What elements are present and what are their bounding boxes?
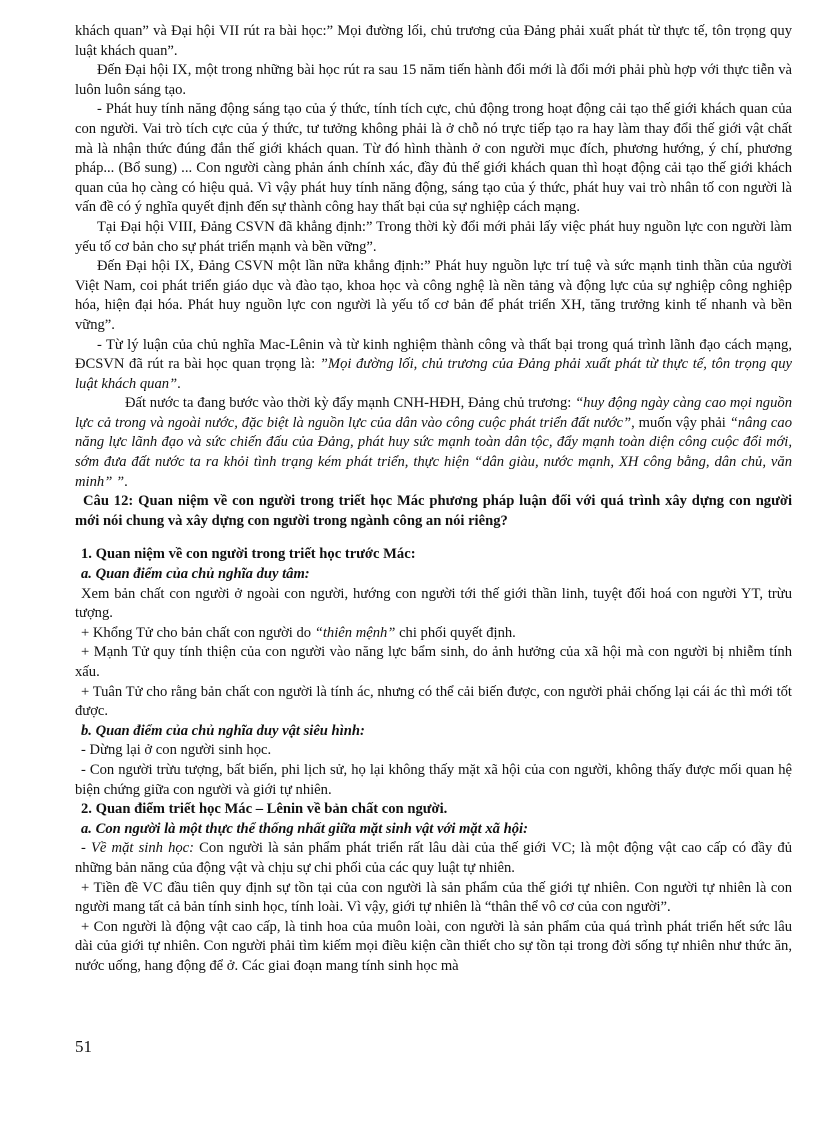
- page-number: 51: [75, 1037, 92, 1056]
- lead-italic: - Về mặt sinh học:: [81, 840, 195, 857]
- paragraph: + Tiền đề VC đầu tiên quy định sự tồn tại của con người là sản phẩm của thế giới tự nhiên. Con người tự nhiên là con người mang tất cả bản tính sinh học, tính loài. Vì vậy, giới tự nhiên là “thân thể vô cơ của con người”.: [75, 879, 792, 916]
- section-heading: 1. Quan niệm về con người trong triết học trước Mác:: [81, 546, 416, 563]
- text-run: - Từ lý luận của chủ nghĩa Mac-Lênin và từ kinh nghiệm thành công và thất bại trong quá trình lãnh đạo cách mạng, ĐCSVN đã rút ra bài học quan trọng là:: [75, 336, 792, 373]
- text-run: , muốn vậy phải: [631, 414, 730, 431]
- section-heading: 2. Quan điểm triết học Mác – Lênin về bản chất con người.: [81, 801, 448, 818]
- paragraph: + Mạnh Tử quy tính thiện của con người vào năng lực bẩm sinh, do ảnh hưởng của xã hội mà con người bị nhiễm tính xấu.: [75, 644, 792, 680]
- paragraph: [75, 336, 792, 395]
- paragraph: + Tuân Tử cho rằng bản chất con người là tính ác, nhưng có thể cải biến được, con người phải chống lại cái ác thì mới tốt được.: [75, 683, 792, 720]
- paragraph: Tại Đại hội VIII, Đảng CSVN đã khẳng định:” Trong thời kỳ đổi mới phải lấy việc phát huy nguồn lực con người làm yếu tố cơ bản cho sự phát triển mạnh và bền vững”.: [75, 218, 792, 255]
- paragraph: Đến Đại hội IX, Đảng CSVN một lần nữa khẳng định:” Phát huy nguồn lực trí tuệ và sức mạnh tinh thần của người Việt Nam, coi phát triển giáo dục và đào tạo, khoa học và công nghệ là nền tảng và động lực của sự nghiệp công nghiệp hóa, hiện đại hóa. Phát huy nguồn lực con người là yếu tố cơ bản để phát triển XH, tăng trưởng kinh tế nhanh và bền vững”.: [75, 258, 792, 333]
- subsection-heading: b. Quan điểm của chủ nghĩa duy vật siêu hình:: [81, 722, 365, 739]
- text-run: chi phối quyết định.: [395, 624, 516, 641]
- subsection-heading: a. Quan điểm của chủ nghĩa duy tâm:: [81, 566, 310, 583]
- paragraph: [75, 394, 792, 492]
- paragraph: khách quan” và Đại hội VII rút ra bài học:” Mọi đường lối, chủ trương của Đảng phải xuất phát từ thực tế, tôn trọng quy luật khách quan”.: [75, 23, 792, 59]
- paragraph: Xem bản chất con người ở ngoài con người, hướng con người tới thế giới thần linh, tuyệt đối hoá con người YT, trừu tượng.: [75, 585, 792, 622]
- text-run: Con người là sản phẩm phát triển rất lâu dài của thế giới VC; là một động vật cao cấp có đầy đủ những bản năng của động vật và chịu sự chi phối của các quy luật tự nhiên.: [75, 840, 792, 876]
- quote-italic: “nâng cao năng lực lãnh đạo và sức chiến đấu của Đảng, phát huy sức mạnh toàn dân tộc, đẩy mạnh toàn diện công cuộc đổi mới, sớm đưa đất nước ta ra khỏi tình trạng kém phát triển, thực hiện “dân giàu, nước mạnh, XH công bằng, dân chủ, văn minh” ”: [75, 414, 792, 490]
- paragraph: - Dừng lại ở con người sinh học.: [81, 742, 272, 759]
- text-run: + Khổng Tử cho bản chất con người do: [81, 624, 315, 641]
- quote-italic: “thiên mệnh”: [314, 624, 396, 641]
- subsection-heading: a. Con người là một thực thể thống nhất giữa mặt sinh vật với mặt xã hội:: [81, 820, 528, 837]
- quote-italic: “huy động ngày càng cao mọi nguồn lực cả trong và ngoài nước, đặc biệt là nguồn lực của dân vào công cuộc phát triển đất nước”: [75, 395, 792, 431]
- paragraph: [75, 839, 792, 878]
- quote-italic: ”Mọi đường lối, chủ trương của Đảng phải xuất phát từ thực tế, tôn trọng quy luật khách quan”: [75, 356, 792, 392]
- paragraph: - Con người trừu tượng, bất biến, phi lịch sử, họ lại không thấy mặt xã hội của con người, không thấy được mối quan hệ biện chứng giữa con người và giới tự nhiên.: [75, 761, 792, 798]
- spacer: [75, 531, 792, 545]
- paragraph: + Con người là động vật cao cấp, là tinh hoa của muôn loài, con người là sản phẩm của quá trình phát triển hết sức lâu dài của giới tự nhiên. Con người phải tìm kiếm mọi điều kiện cần thiết cho sự tồn tại trong đời sống tự nhiên như thức ăn, nước uống, hang động để ở. Các giai đoạn mang tính sinh học mà: [75, 918, 792, 974]
- text-run: Đất nước ta đang bước vào thời kỳ đẩy mạnh CNH-HĐH, Đảng chủ trương:: [125, 395, 576, 412]
- question-heading: Câu 12: Quan niệm về con người trong triết học Mác phương pháp luận đối với quá trình xây dựng con người mới nói chung và xây dựng con người trong ngành công an nói riêng?: [75, 493, 792, 529]
- paragraph: Đến Đại hội IX, một trong những bài học rút ra sau 15 năm tiến hành đổi mới là đổi mới phải phù hợp với thực tiễn và luôn luôn sáng tạo.: [75, 62, 792, 98]
- document-page: [75, 22, 792, 977]
- paragraph: - Phát huy tính năng động sáng tạo của ý thức, tính tích cực, chủ động trong hoạt động cải tạo thế giới khách quan của con người. Vai trò tích cực của ý thức, tư tưởng không phải là ở chỗ nó trực tiếp tạo ra hay làm thay đổi thế giới vật chất mà là nhận thức đúng đắn thế giới khách quan. Từ đó hình thành ở con người mục đích, phương hướng, ý chí, phương pháp... (Bổ sung) ... Con người càng phản ánh chính xác, đầy đủ thế giới khách quan thì hoạt động cải tạo thế giới khách quan của họ càng có hiệu quả. Vì vậy phát huy tính năng động, sáng tạo của ý thức, phát huy vai trò nhân tố con người là vấn đề có ý nghĩa quyết định đến sự thành công hay thất bại của sự nghiệp cách mạng.: [75, 101, 792, 216]
- paragraph: [75, 624, 792, 644]
- text-run: .: [124, 473, 128, 490]
- text-run: .: [177, 375, 181, 392]
